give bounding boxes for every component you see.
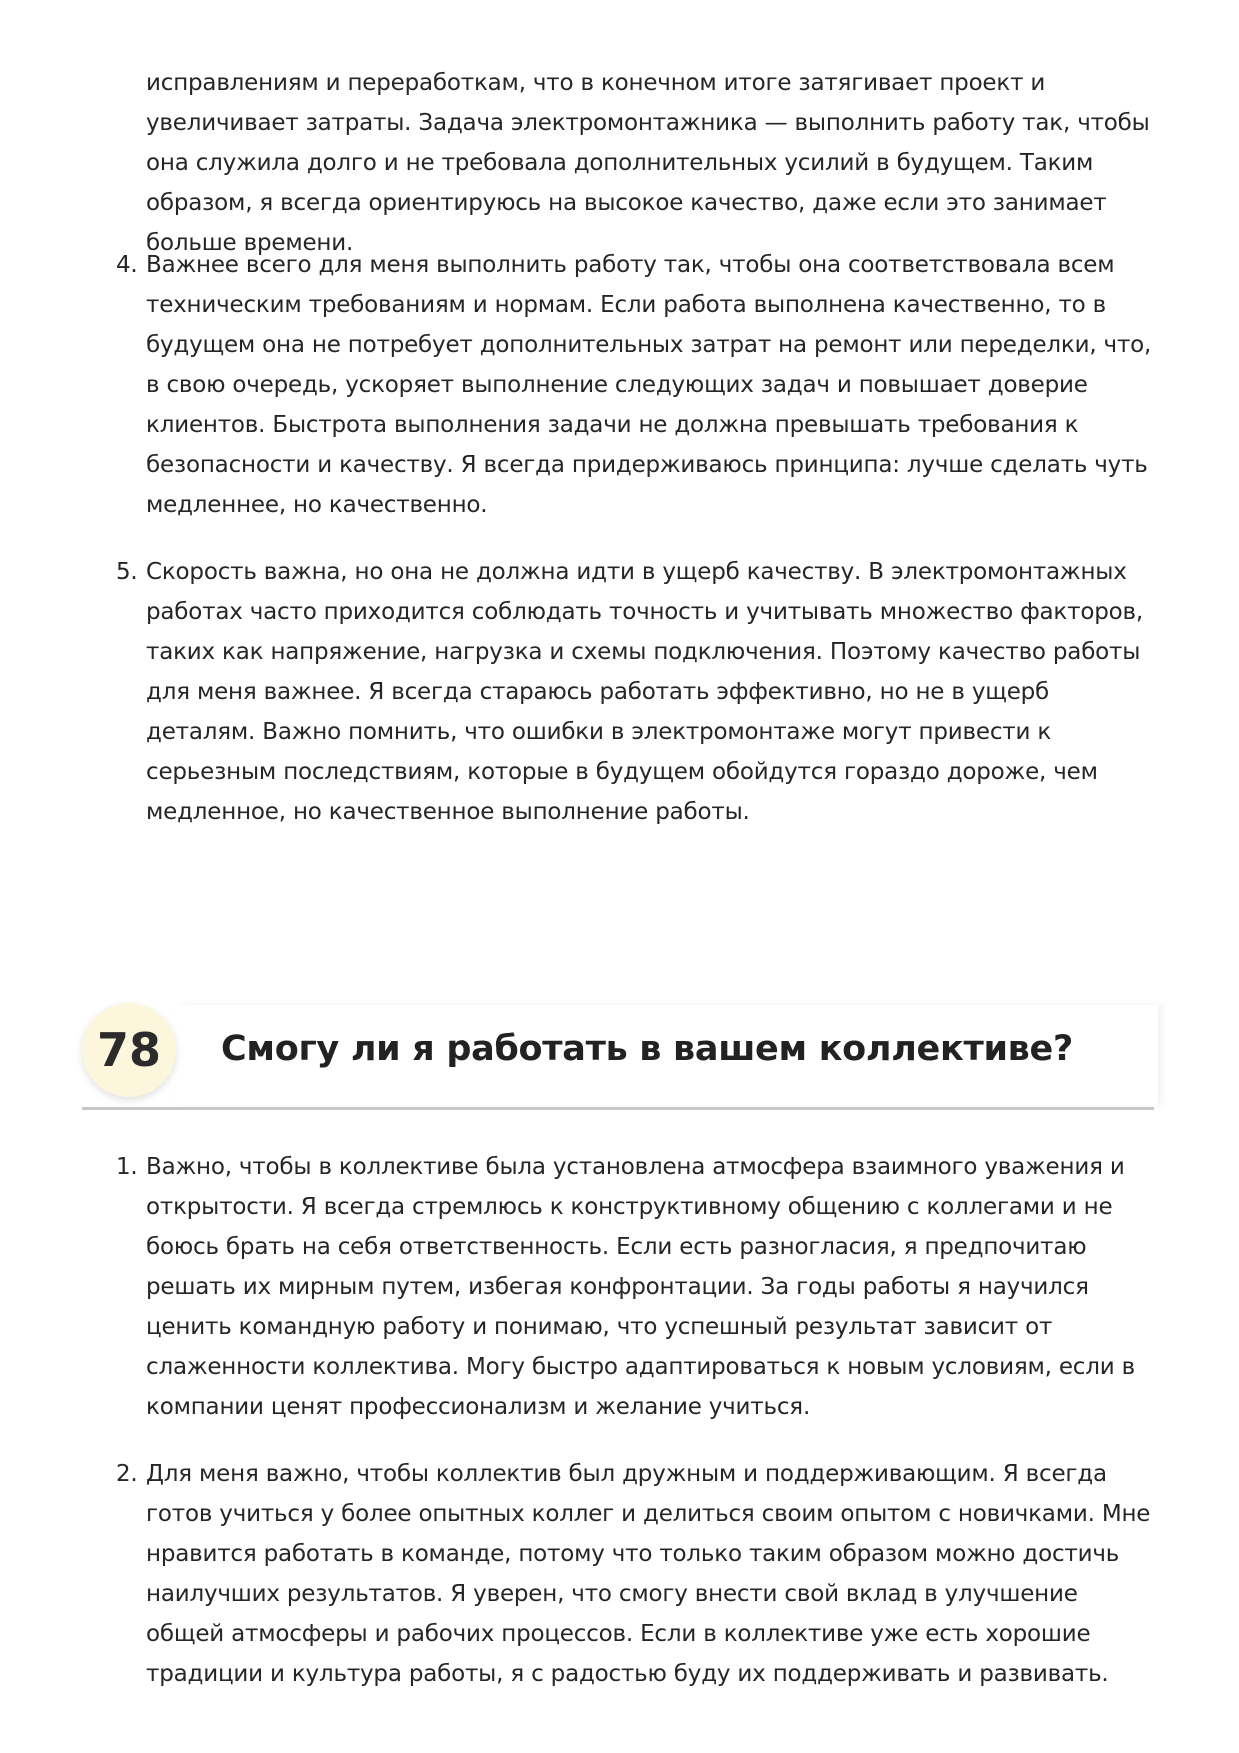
list-item-number: 5. [116,559,138,585]
list-item-text: Скорость важна, но она не должна идти в ущерб качеству. В электромонтажных работах часто приходится соблюдать точность и учитывать множество факторов, таких как напряжение, нагрузка и схемы подключения. Поэтому качество работы для меня важнее. Я всегда стараюсь работать эффективно, но не в ущерб деталям. Важно помнить, что ошибки в электромонтаже могут привести к серьезным последствиям, которые в будущем обойдутся гораздо дороже, чем медленное, но качественное выполнение работы. [146,559,1143,825]
section-header [82,1003,1162,1111]
section-number-badge [82,1003,176,1097]
list-item-number: 4. [116,252,138,278]
section-title: Смогу ли я работать в вашем коллективе? [221,1029,1073,1069]
list-item-number: 1. [116,1154,138,1180]
list-item [116,1147,1156,1427]
list-item-text: Важнее всего для меня выполнить работу так, чтобы она соответствовала всем техническим требованиям и нормам. Если работа выполнена качественно, то в будущем она не потребует дополнительных затрат на ремонт или переделки, что, в свою очередь, ускоряет выполнение следующих задач и повышает доверие клиентов. Быстрота выполнения задачи не должна превышать требования к безопасности и качеству. Я всегда придерживаюсь принципа: лучше сделать чуть медленнее, но качественно. [146,252,1152,518]
list-item-text: Для меня важно, чтобы коллектив был дружным и поддерживающим. Я всегда готов учиться у более опытных коллег и делиться своим опытом с новичками. Мне нравится работать в команде, потому что только таким образом можно достичь наилучших результатов. Я уверен, что смогу внести свой вклад в улучшение общей атмосферы и рабочих процессов. Если в коллективе уже есть хорошие традиции и культура работы, я с радостью буду их поддерживать и развивать. [146,1461,1151,1687]
section-divider [82,1107,1154,1110]
list-item [116,1454,1156,1694]
list-item-number: 2. [116,1461,138,1487]
intro-paragraph: исправлениям и переработкам, что в конечном итоге затягивает проект и увеличивает затраты. Задача электромонтажника — выполнить работу так, чтобы она служила долго и не требовала дополнительных усилий в будущем. Таким образом, я всегда ориентируюсь на высокое качество, даже если это занимает больше времени. [146,70,1150,256]
list-item [116,552,1156,832]
list-item [116,245,1156,525]
section-number: 78 [96,1023,161,1077]
list-item-text: Важно, чтобы в коллективе была установлена атмосфера взаимного уважения и открытости. Я всегда стремлюсь к конструктивному общению с коллегами и не боюсь брать на себя ответственность. Если есть разногласия, я предпочитаю решать их мирным путем, избегая конфронтации. За годы работы я научился ценить командную работу и понимаю, что успешный результат зависит от слаженности коллектива. Могу быстро адаптироваться к новым условиям, если в компании ценят профессионализм и желание учиться. [146,1154,1135,1420]
